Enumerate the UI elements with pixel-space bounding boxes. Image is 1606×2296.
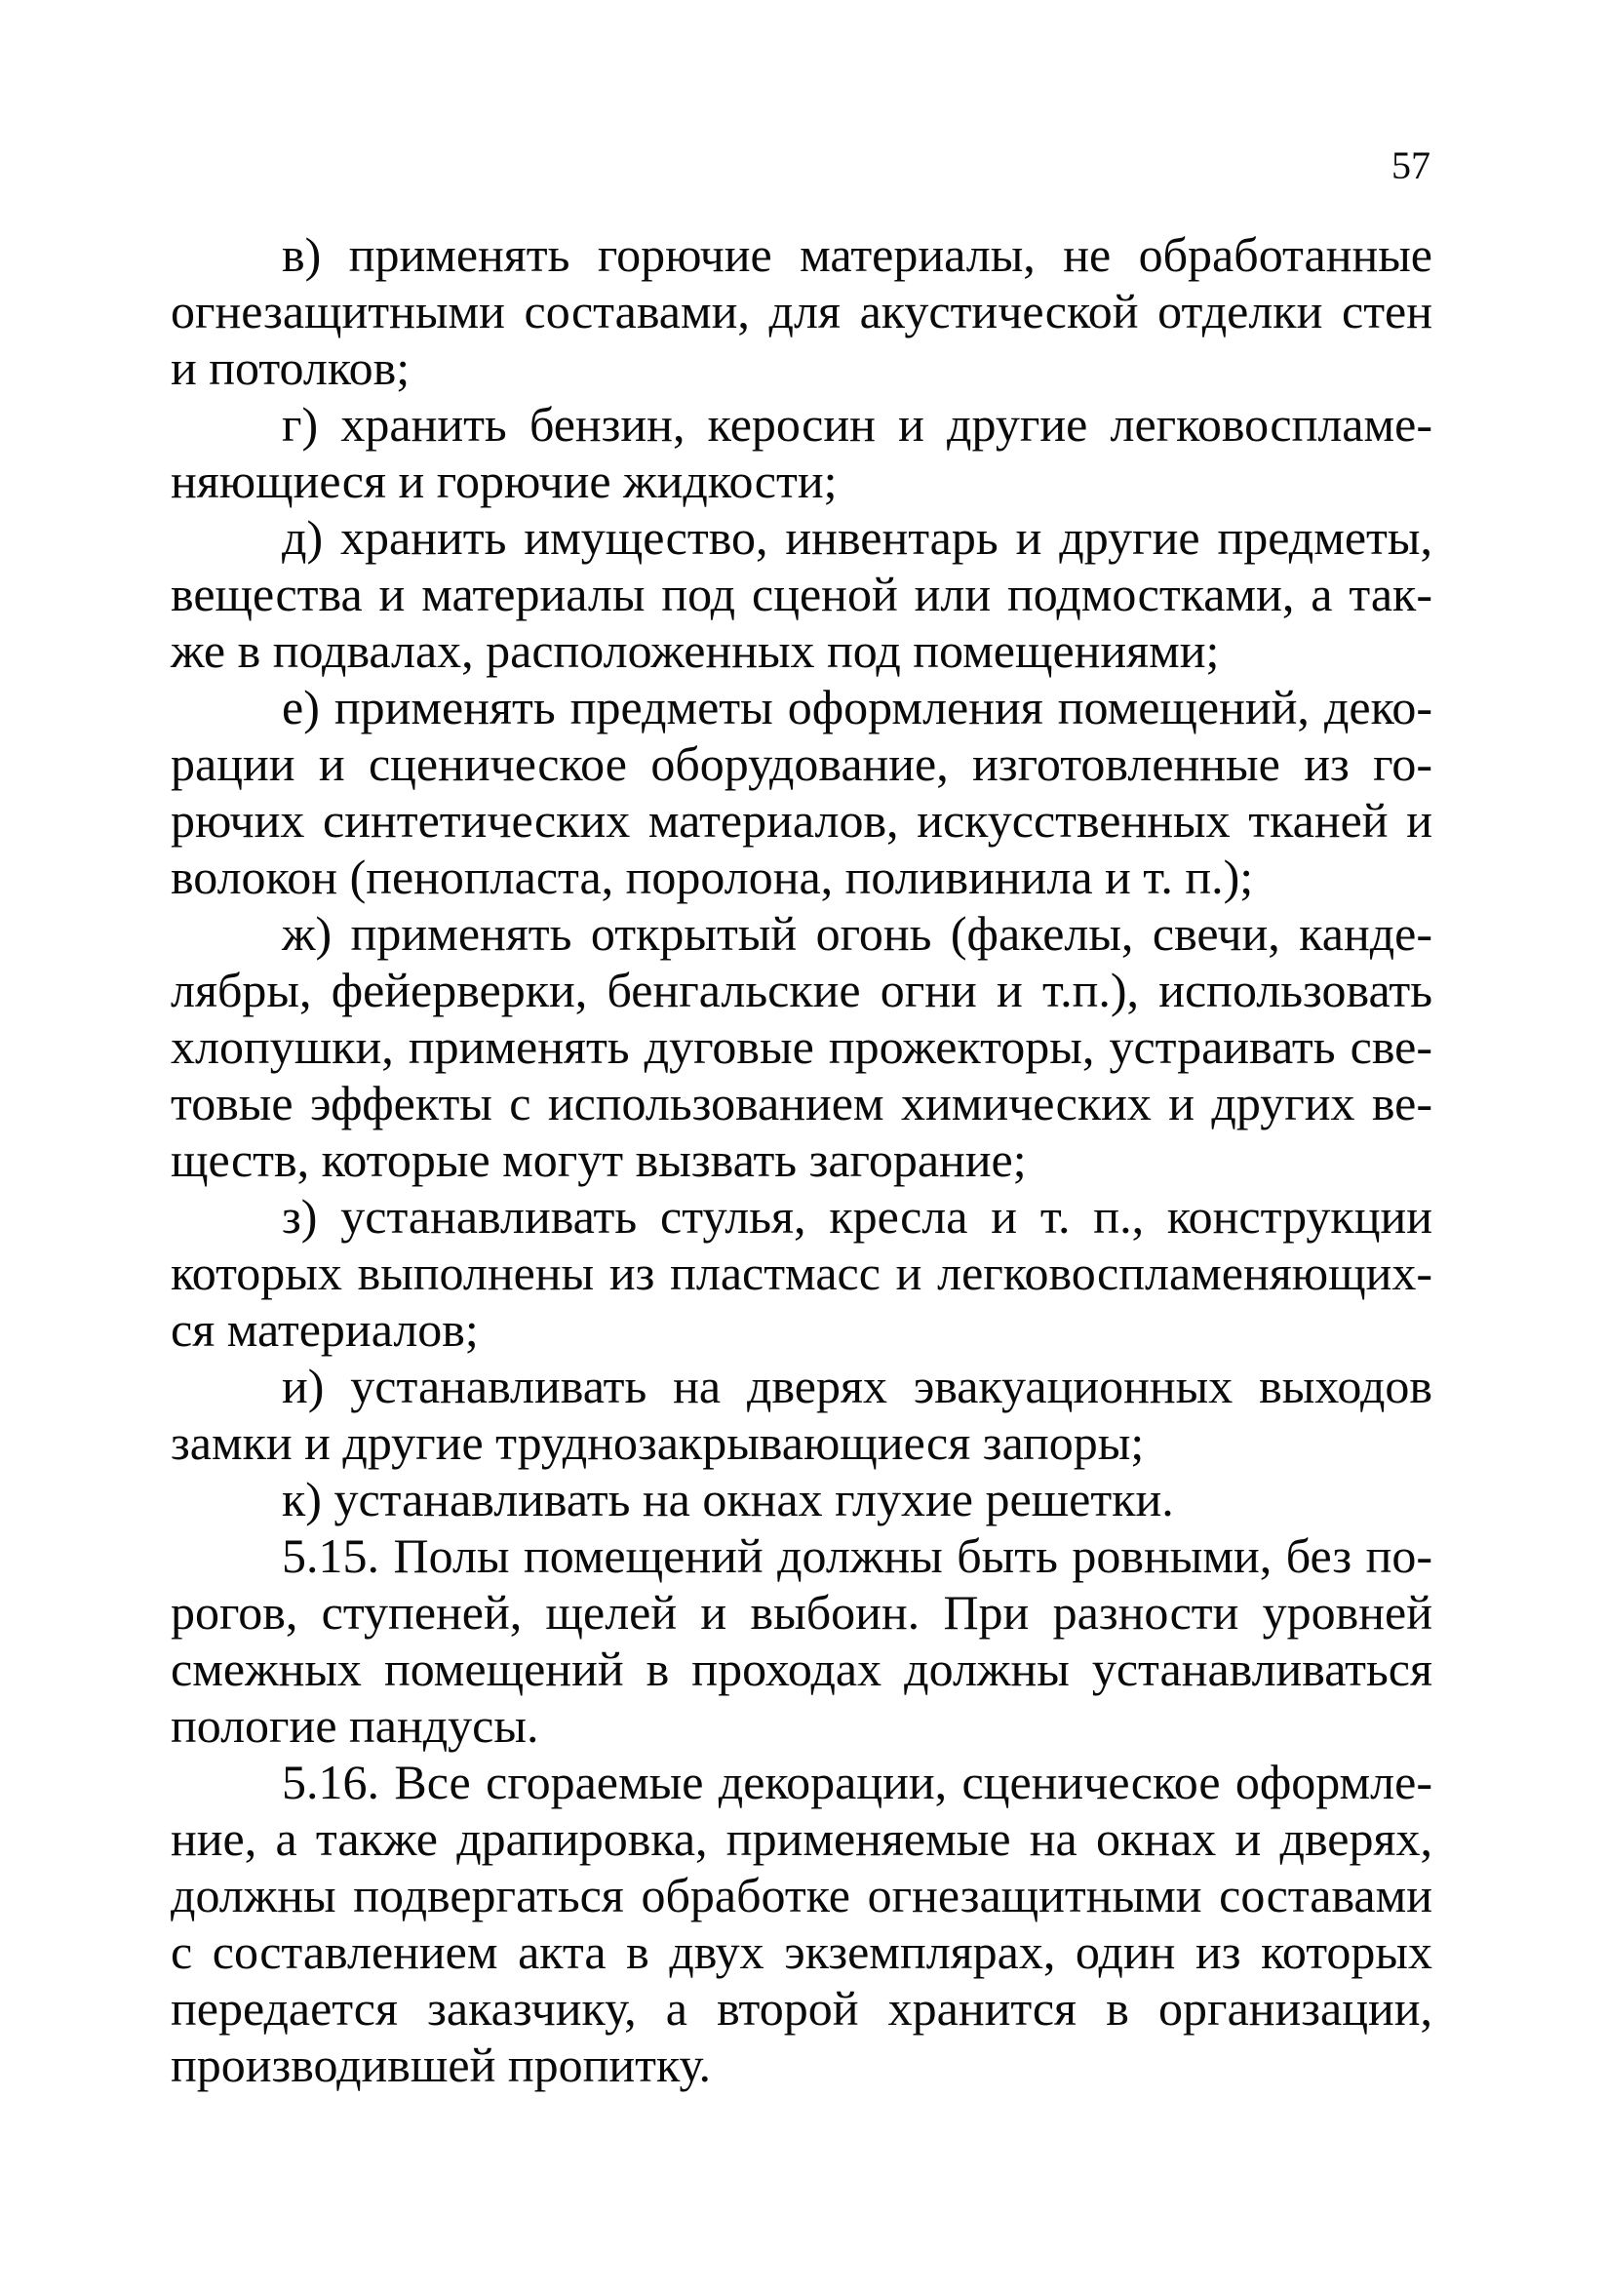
body-text (171, 226, 1432, 2093)
paragraph-item-e: е) применять предметы оформления помещений, декорации и сценическое оборудование, изготовленные из горючих синтетических материалов, искусственных тканей и волокон (пенопласта, поролона, поливинила и т. п.); (171, 680, 1432, 904)
paragraph-item-d: д) хранить имущество, инвентарь и другие предметы, вещества и материалы под сценой или подмостками, а также в подвалах, расположенных под помещениями; (171, 510, 1432, 678)
paragraph-clause-5-15: 5.15. Полы помещений должны быть ровными, без порогов, ступеней, щелей и выбоин. При разности уровней смежных помещений в проходах должны устанавливаться пологие пандусы. (171, 1528, 1432, 1753)
paragraph-item-g: г) хранить бензин, керосин и другие легковоспламеняющиеся и горючие жидкости; (171, 397, 1432, 508)
paragraph-item-zh: ж) применять открытый огонь (факелы, свечи, канделябры, фейерверки, бенгальские огни и т.п.), использовать хлопушки, применять дуговые прожекторы, устраивать световые эффекты с использованием химических и других веществ, которые могут вызвать загорание; (171, 906, 1432, 1187)
paragraph-item-z: з) устанавливать стулья, кресла и т. п., конструкции которых выполнены из пластмасс и легковоспламеняющихся материалов; (171, 1189, 1432, 1357)
paragraph-item-k: к) устанавливать на окнах глухие решетки. (282, 1472, 1174, 1526)
paragraph-item-v: в) применять горючие материалы, не обработанные огнезащитными составами, для акустической отделки стен и потолков; (171, 227, 1432, 395)
page-number: 57 (1391, 143, 1430, 187)
paragraph-item-i: и) устанавливать на дверях эвакуационных выходов замки и другие труднозакрывающиеся запоры; (171, 1359, 1432, 1470)
paragraph-clause-5-16: 5.16. Все сгораемые декорации, сценическое оформление, а также драпировка, применяемые на окнах и дверях, должны подвергаться обработке огнезащитными составами с составлением акта в двух экземплярах, один из которых передается заказчику, а второй хранится в организации, производившей пропитку. (171, 1755, 1432, 2092)
